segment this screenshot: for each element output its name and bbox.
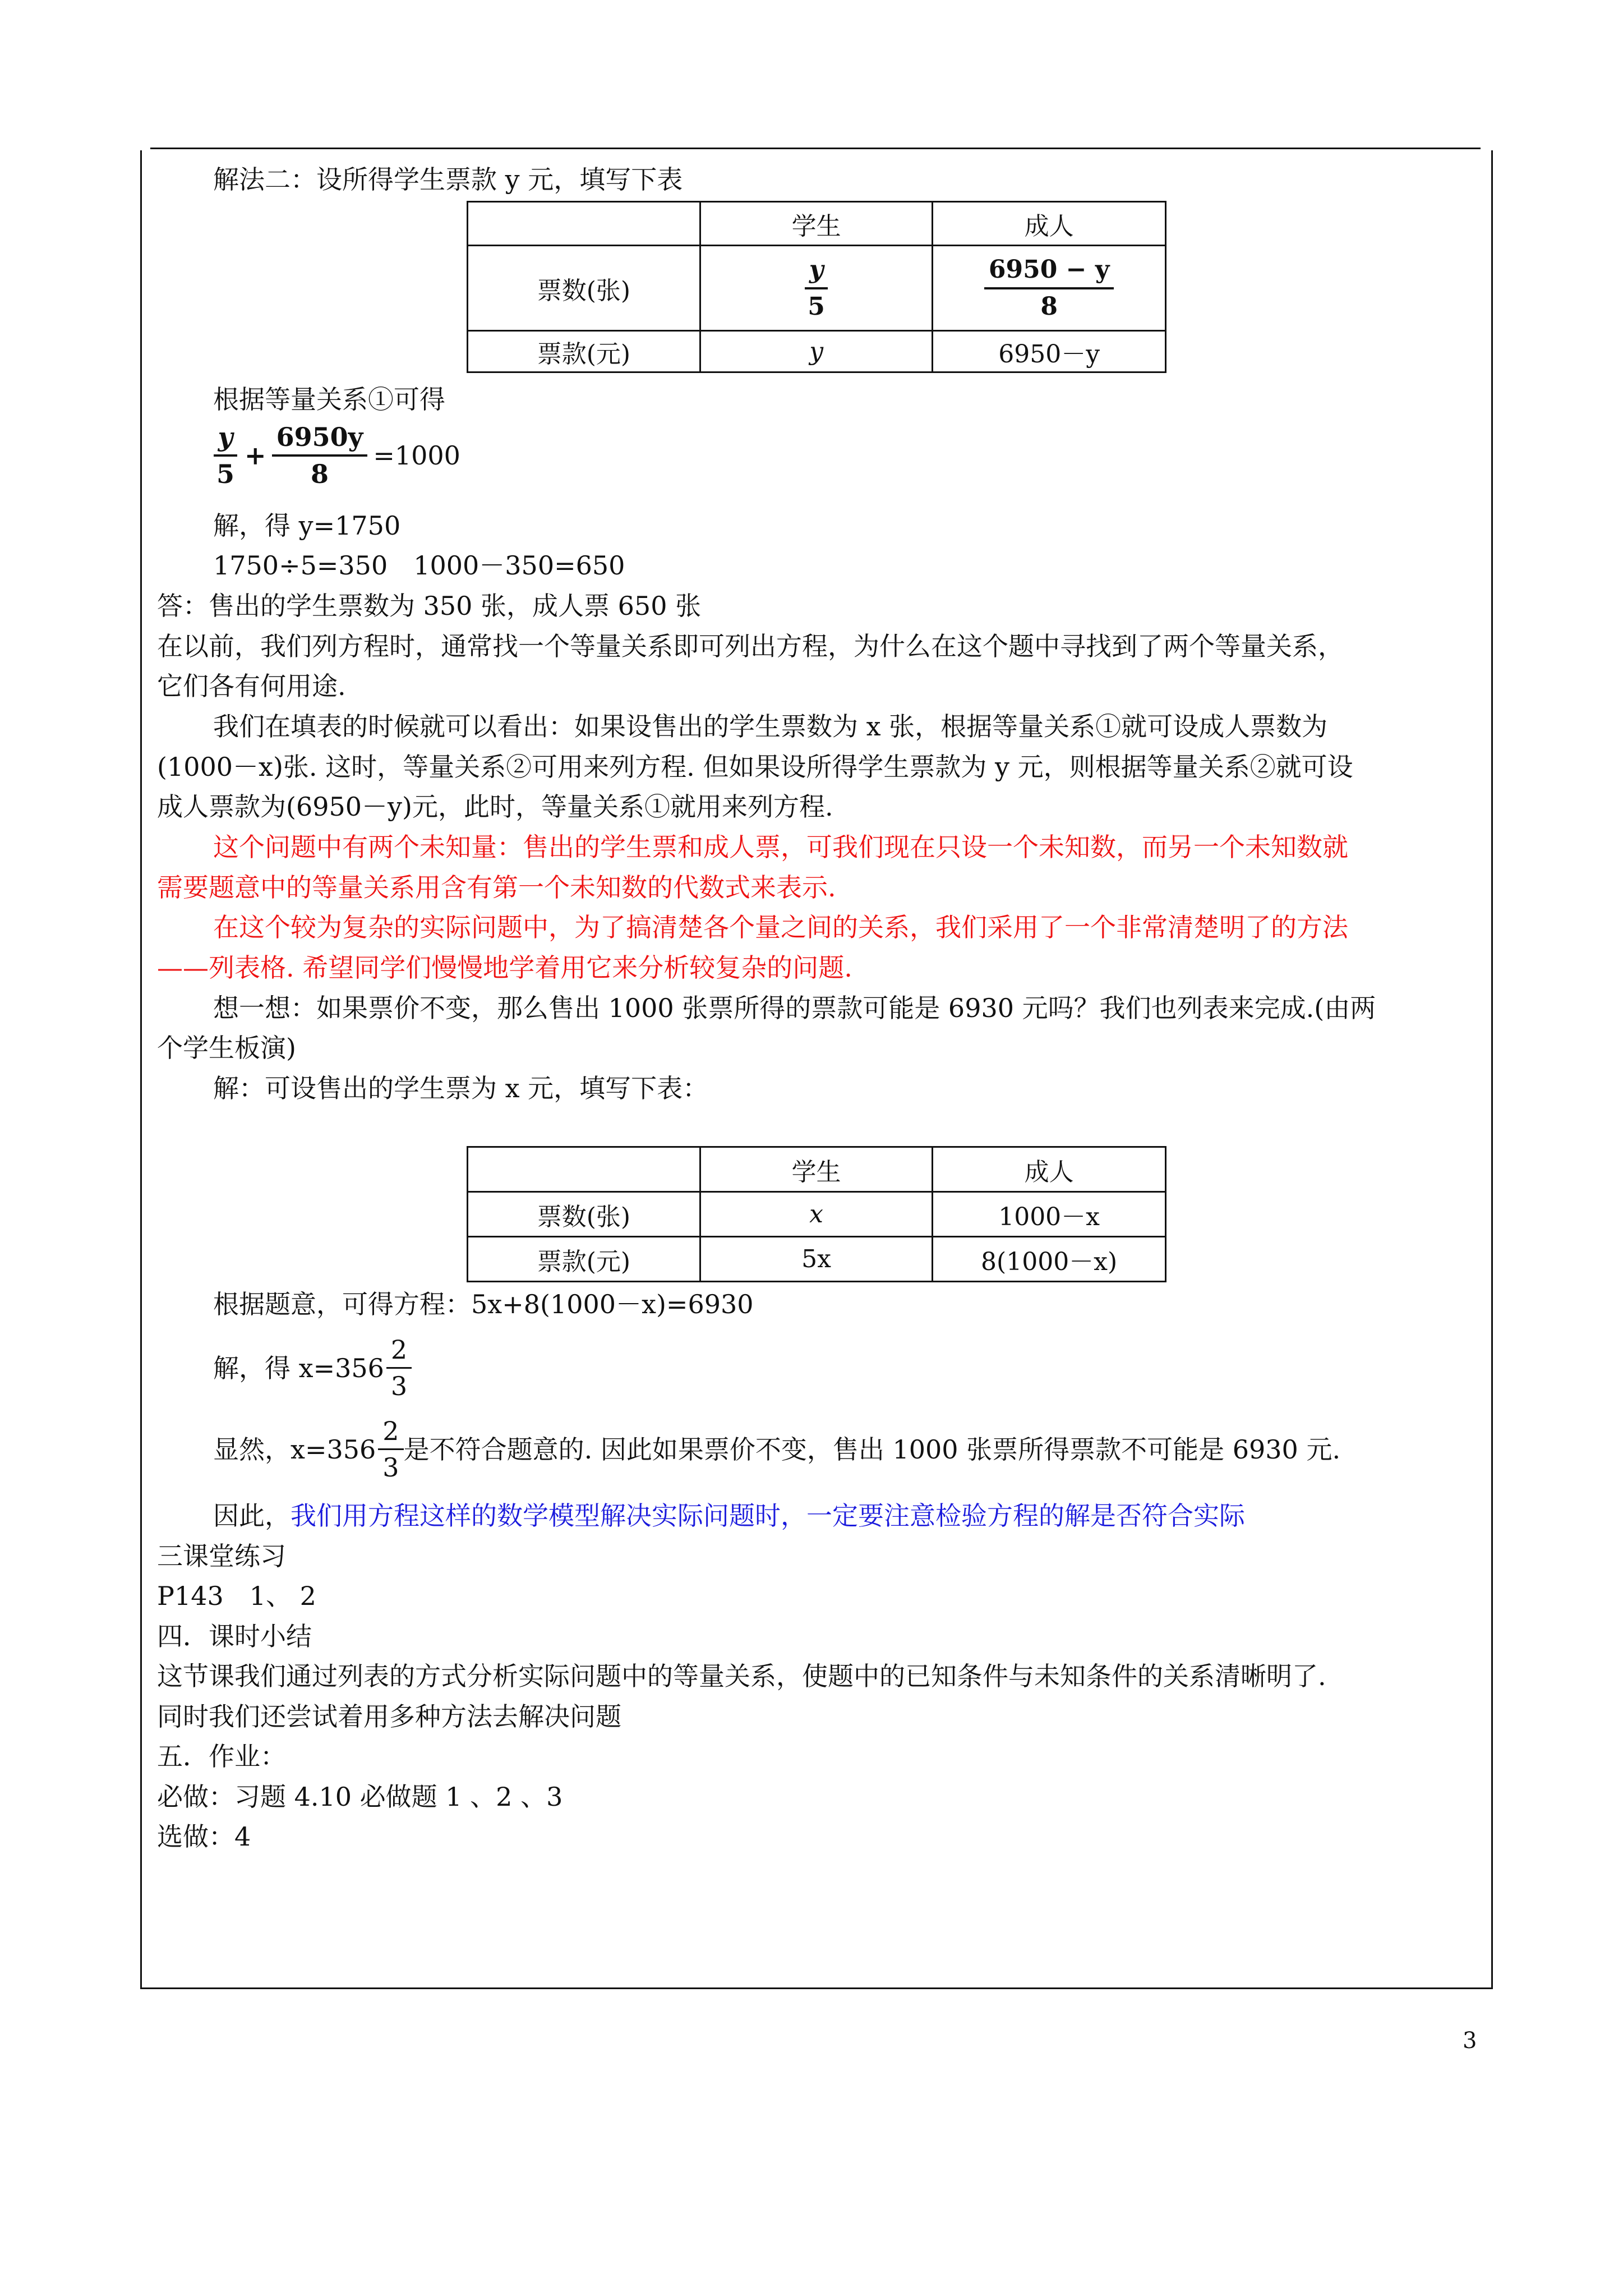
solution2-heading: 解法二：设所得学生票款 y 元，填写下表 bbox=[213, 164, 683, 195]
red-note-1-line-1: 这个问题中有两个未知量：售出的学生票和成人票，可我们现在只设一个未知数，而另一个未知数就 bbox=[213, 832, 1348, 862]
section-3-heading: 三课堂练习 bbox=[157, 1541, 286, 1571]
explanation-line-2: (1000－x)张. 这时，等量关系②可用来列方程. 但如果设所得学生票款为 y 元，则根据等量关系②就可设 bbox=[157, 752, 1353, 782]
page-number: 3 bbox=[1463, 2028, 1477, 2054]
equation-intro: 根据等量关系①可得 bbox=[213, 384, 445, 415]
table1-row1-label: 票数(张) bbox=[468, 246, 700, 331]
question-line-1: 在以前，我们列方程时，通常找一个等量关系即可列出方程，为什么在这个题中寻找到了两个等量关系， bbox=[157, 631, 1344, 661]
homework-optional: 选做：4 bbox=[157, 1821, 251, 1852]
red-note-2-line-2: ——列表格. 希望同学们慢慢地学着用它来分析较复杂的问题. bbox=[157, 953, 852, 983]
table1-corner bbox=[468, 202, 700, 246]
equation-1: $\frac{y}{5}$ + $\frac{6950y}{8}$ =1000 bbox=[212, 420, 460, 491]
red-note-2-line-1: 在这个较为复杂的实际问题中，为了搞清楚各个量之间的关系，我们采用了一个非常清楚明了的方法 bbox=[213, 912, 1348, 942]
explanation-line-3: 成人票款为(6950－y)元，此时，等量关系①就用来列方程. bbox=[157, 792, 833, 822]
think-line-2: 个学生板演) bbox=[157, 1033, 296, 1063]
equation-2: 根据题意，可得方程：5x+8(1000－x)=6930 bbox=[213, 1289, 754, 1319]
table2-row2-adult: 8(1000－x) bbox=[933, 1237, 1166, 1282]
explanation-line-1: 我们在填表的时候就可以看出：如果设售出的学生票数为 x 张，根据等量关系①就可设成人票数为 bbox=[213, 711, 1328, 742]
question-line-2: 它们各有何用途. bbox=[157, 671, 346, 701]
table-student-payment bbox=[467, 201, 1166, 373]
table2-row1-student: x bbox=[700, 1192, 932, 1237]
solution3-heading: 解：可设售出的学生票为 x 元，填写下表： bbox=[213, 1073, 709, 1103]
table1-row1-student: $\frac{y}{5}$ bbox=[700, 246, 932, 331]
solve-line-2: 解，得 x=356 $\frac{2}{3}$ bbox=[213, 1332, 412, 1404]
table2-corner bbox=[468, 1147, 700, 1192]
solve-line-1: 解，得 y=1750 bbox=[213, 510, 401, 541]
section-4-heading: 四．课时小结 bbox=[157, 1621, 312, 1651]
summary-line-1: 这节课我们通过列表的方式分析实际问题中的等量关系，使题中的已知条件与未知条件的关系清晰明了. bbox=[157, 1661, 1326, 1691]
table2-col-student: 学生 bbox=[700, 1147, 932, 1192]
table2-row2-student: 5x bbox=[700, 1237, 932, 1282]
summary-line-2: 同时我们还尝试着用多种方法去解决问题 bbox=[157, 1701, 621, 1732]
table2-row1-label: 票数(张) bbox=[468, 1192, 700, 1237]
section-5-heading: 五．作业： bbox=[157, 1741, 286, 1772]
table2-row1-adult: 1000－x bbox=[933, 1192, 1166, 1237]
header-rule bbox=[150, 148, 1481, 149]
obvious-line: 显然，x=356 $\frac{2}{3}$ 是不符合题意的. 因此如果票价不变，售出 1000 张票所得票款不可能是 6930 元. bbox=[213, 1414, 1340, 1485]
table-student-count bbox=[467, 1146, 1166, 1282]
table2-col-adult: 成人 bbox=[933, 1147, 1166, 1192]
table1-col-adult: 成人 bbox=[933, 202, 1166, 246]
practice-line: P143 1、 2 bbox=[157, 1581, 316, 1611]
table1-row2-label: 票款(元) bbox=[468, 331, 700, 372]
table1-row2-adult: 6950－y bbox=[933, 331, 1166, 372]
red-note-1-line-2: 需要题意中的等量关系用含有第一个未知数的代数式来表示. bbox=[157, 872, 836, 903]
therefore-line: 因此，我们用方程这样的数学模型解决实际问题时，一定要注意检验方程的解是否符合实际 bbox=[213, 1501, 1245, 1531]
table1-row1-adult: $\frac{6950 - y}{8}$ bbox=[933, 246, 1166, 331]
table2-row2-label: 票款(元) bbox=[468, 1237, 700, 1282]
table1-row2-student: y bbox=[700, 331, 932, 372]
think-line-1: 想一想：如果票价不变，那么售出 1000 张票所得的票款可能是 6930 元吗？我们也列表来完成.(由两 bbox=[213, 993, 1376, 1023]
answer-line: 答：售出的学生票数为 350 张，成人票 650 张 bbox=[157, 591, 702, 621]
calculation-line: 1750÷5=350 1000－350=650 bbox=[213, 550, 625, 581]
table1-col-student: 学生 bbox=[700, 202, 932, 246]
homework-required: 必做：习题 4.10 必做题 1 、2 、3 bbox=[157, 1782, 563, 1812]
therefore-highlight: 我们用方程这样的数学模型解决实际问题时，一定要注意检验方程的解是否符合实际 bbox=[291, 1501, 1245, 1531]
